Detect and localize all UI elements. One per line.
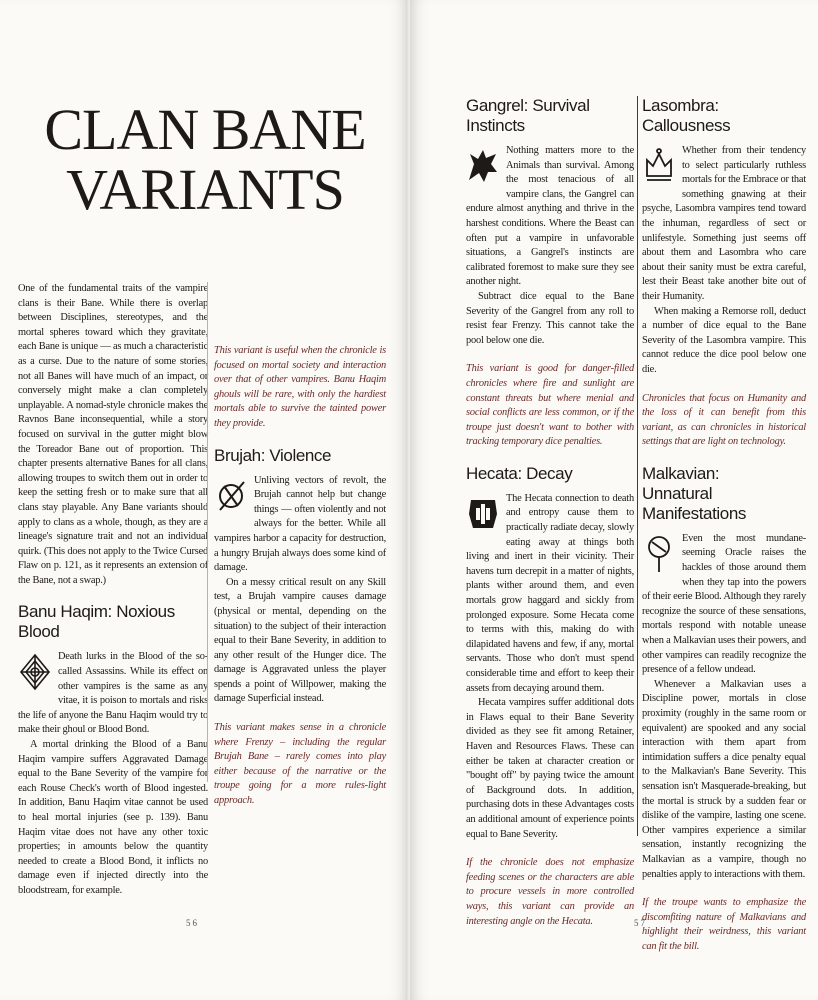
left-page-rule (207, 282, 208, 782)
brujah-paragraph-2: On a messy critical result on any Skill test, a Brujah vampire causes damage (physical or mental, depending on the situation) to the subject of their interaction equal to their Bane Severity, in addition to any other result of the Hunger dice. The damage is Aggravated unless the player spends a point of Willpower, making the damage Superficial instead. (214, 576, 386, 705)
hecata-paragraph-2: Hecata vampires suffer additional dots in Flaws equal to their Bane Severity divided as they see fit among Retainer, Haven and Resources Flaws. These can either be taken at character creation or "bought off" by paying twice the amount of Background dots. In addition, purchasing dots in these Advantages costs an additional amount of experience points equal to Bane Severity. (466, 697, 634, 840)
brujah-heading: Brujah: Violence (214, 445, 332, 465)
chapter-title (20, 97, 390, 222)
banu-haqim-paragraph-1: Death lurks in the Blood of the so-called Assassins. While its effect on other vampires is the same as any vitae, it is poison to mortals and risks the life of anyone the Banu Haqim would try to make their ghoul or Blood Bond. (18, 651, 208, 736)
malkavian-heading-line-2: Unnatural Manifestations (642, 483, 747, 523)
banu-haqim-heading: Banu Haqim: Noxious Blood (18, 602, 175, 642)
banu-haqim-clan-icon (18, 652, 52, 692)
left-page (0, 0, 408, 1000)
malkavian-clan-icon (642, 534, 676, 574)
title-line-1: CLAN BANE (44, 97, 366, 162)
malkavian-paragraph-1: Even the most mundane-seeming Oracle raises the hackles of those around them when they tap into the powers of their eerie Blood. Although they rarely recognize the source of these sensations, mortals respond with notable unease when a Malkavian uses their powers, and other vampires can readily recognize the presence of a fellow undead. (642, 532, 806, 676)
gangrel-clan-icon (466, 146, 500, 186)
malkavian-variant-note: If the troupe wants to emphasize the discomfiting nature of Malkavians and highlight their weirdness, this variant can fit the bill. (642, 897, 806, 952)
hecata-paragraph-1: The Hecata connection to death and entropy cause them to practically radiate decay, slowly eating away at things both living and inert in their vicinity. Their havens turn decrepit in a matter of nights, plants wither around them, and even mortals grow haggard and sickly from prolonged exposure. Some Hecata come to terms with this, making do with dilapidated havens and few, if any, mortal servants. Those who don't must spend considerable time and effort to keep their assets from decaying around them. (466, 492, 634, 694)
lasombra-heading: Lasombra: Callousness (642, 96, 731, 135)
lasombra-variant-note: Chronicles that focus on Humanity and the loss of it can benefit from this variant, as can chronicles in historical settings that are light on technology. (642, 392, 806, 448)
lasombra-clan-icon (642, 146, 676, 186)
hecata-clan-icon (466, 494, 500, 534)
gangrel-paragraph-2: Subtract dice equal to the Bane Severity of the Gangrel from any roll to resist fear Frenzy. This cannot take the pool below one die. (466, 290, 634, 346)
page-number-right: 57 (634, 918, 647, 928)
right-column-1 (466, 96, 634, 929)
malkavian-paragraph-2: Whenever a Malkavian uses a Discipline power, mortals in close proximity (roughly in the same room or equivalent) are spooked and any social interaction with them apart from intimidation suffers a dice penalty equal to the Malkavian's Bane Severity. This sensation isn't Masquerade-breaking, but the mortal is struck by a sudden fear or dislike of the vampire, lasting one scene. Other vampires experience a similar sensation, instantly recognizing the Malkavian as a vampire, though no penalties apply to interactions with them. (642, 678, 806, 880)
right-page (410, 0, 818, 1000)
banu-haqim-variant-note: This variant is useful when the chronicle is focused on mortal society and interaction over that of other vampires. Banu Haqim ghouls will be rare, with only the hardiest mortals able to survive the tainted power they provide. (214, 345, 386, 429)
malkavian-heading-line-1: Malkavian: (642, 463, 720, 483)
hecata-heading: Hecata: Decay (466, 463, 573, 483)
gangrel-paragraph-1: Nothing matters more to the Animals than survival. Among the most tenacious of all vampire clans, the Gangrel can endure almost anything and thrive in the harshest conditions. Where the Beast can often put a vampire in unfavorable situations, a Gangrel's instincts are calibrated foremost to make sure they see another night. (466, 145, 634, 288)
title-line-2: VARIANTS (66, 157, 344, 222)
intro-paragraph: One of the fundamental traits of the vampire clans is their Bane. While there is overlap between Disciplines, stereotypes, and the mortal spheres toward which they gravitate, each Bane is unique — as much a characteristic as a curse. Due to the nature of some stories, not all Banes will have much of an impact, or conversely might make a clan completely unplayable. A nomad-style chronicle makes the Ravnos Bane inconsequential, while a story focused on survival in the gutter might blow the Toreador Bane out of proportion. This chapter presents alternative Banes for all clans, allowing troupes to switch them out in order to keep the setting fresh or to make sure that all clans stay playable. Any Bane variants should apply to clans as a whole, though, as they are a lineage's signature trait and not an individual quirk. (This does not apply to the Twice Cursed Flaw on p. 121, as it represents an extension of the Bane, not a swap.) (18, 283, 208, 586)
right-column-divider (637, 96, 638, 836)
brujah-clan-icon (214, 476, 248, 516)
gangrel-variant-note: This variant is good for danger-filled chronicles where fire and sunlight are constant threats but where menial and social conflicts are less common, or if the troupe just doesn't want to bother with tracking temporary dice penalties. (466, 363, 634, 448)
page-number-left: 56 (186, 918, 199, 928)
lasombra-paragraph-2: When making a Remorse roll, deduct a number of dice equal to the Bane Severity of the Lasombra vampire. This cannot reduce the dice pool below one die. (642, 305, 806, 375)
brujah-paragraph-1: Unliving vectors of revolt, the Brujah cannot help but change things — often violently and not always for the better. While all vampires harbor a capacity for destruction, a hungry Brujah always does some kind of damage. (214, 474, 386, 574)
hecata-variant-note: If the chronicle does not emphasize feeding scenes or the characters are able to procure vessels in more controlled ways, this variant can provide an interesting angle on the Hecata. (466, 857, 634, 927)
malkavian-heading (642, 464, 806, 524)
right-column-2 (642, 96, 806, 955)
lasombra-paragraph-1: Whether from their tendency to select particularly ruthless mortals for the Embrace or that something gnawing at their psyche, Lasombra vampires tend toward the inhuman, regardless of sect or unlifestyle. Something just seems off about them and Lasombra who care about their sanity must be extra careful, lest their Beast take another bite out of their Humanity. (642, 145, 806, 302)
left-column-1 (18, 282, 208, 899)
left-column-2 (214, 282, 386, 809)
gangrel-heading: Gangrel: Survival Instincts (466, 96, 590, 135)
banu-haqim-paragraph-2: A mortal drinking the Blood of a Banu Haqim vampire suffers Aggravated Damage equal to the Bane Severity of the vampire for each Rouse Check's worth of Blood ingested. In addition, Banu Haqim vitae cannot be used to heal mortal injuries (see p. 139). Banu Haqim vitae does not have any other toxic properties; in amounts below the quantity needed to create a Blood Bond, it inflicts no damage even if injected directly into the bloodstream, for example. (18, 739, 208, 896)
brujah-variant-note: This variant makes sense in a chronicle where Frenzy – including the regular Brujah Bane – rarely comes into play either because of the narrative or the troupe going for a more rules-light approach. (214, 722, 386, 807)
